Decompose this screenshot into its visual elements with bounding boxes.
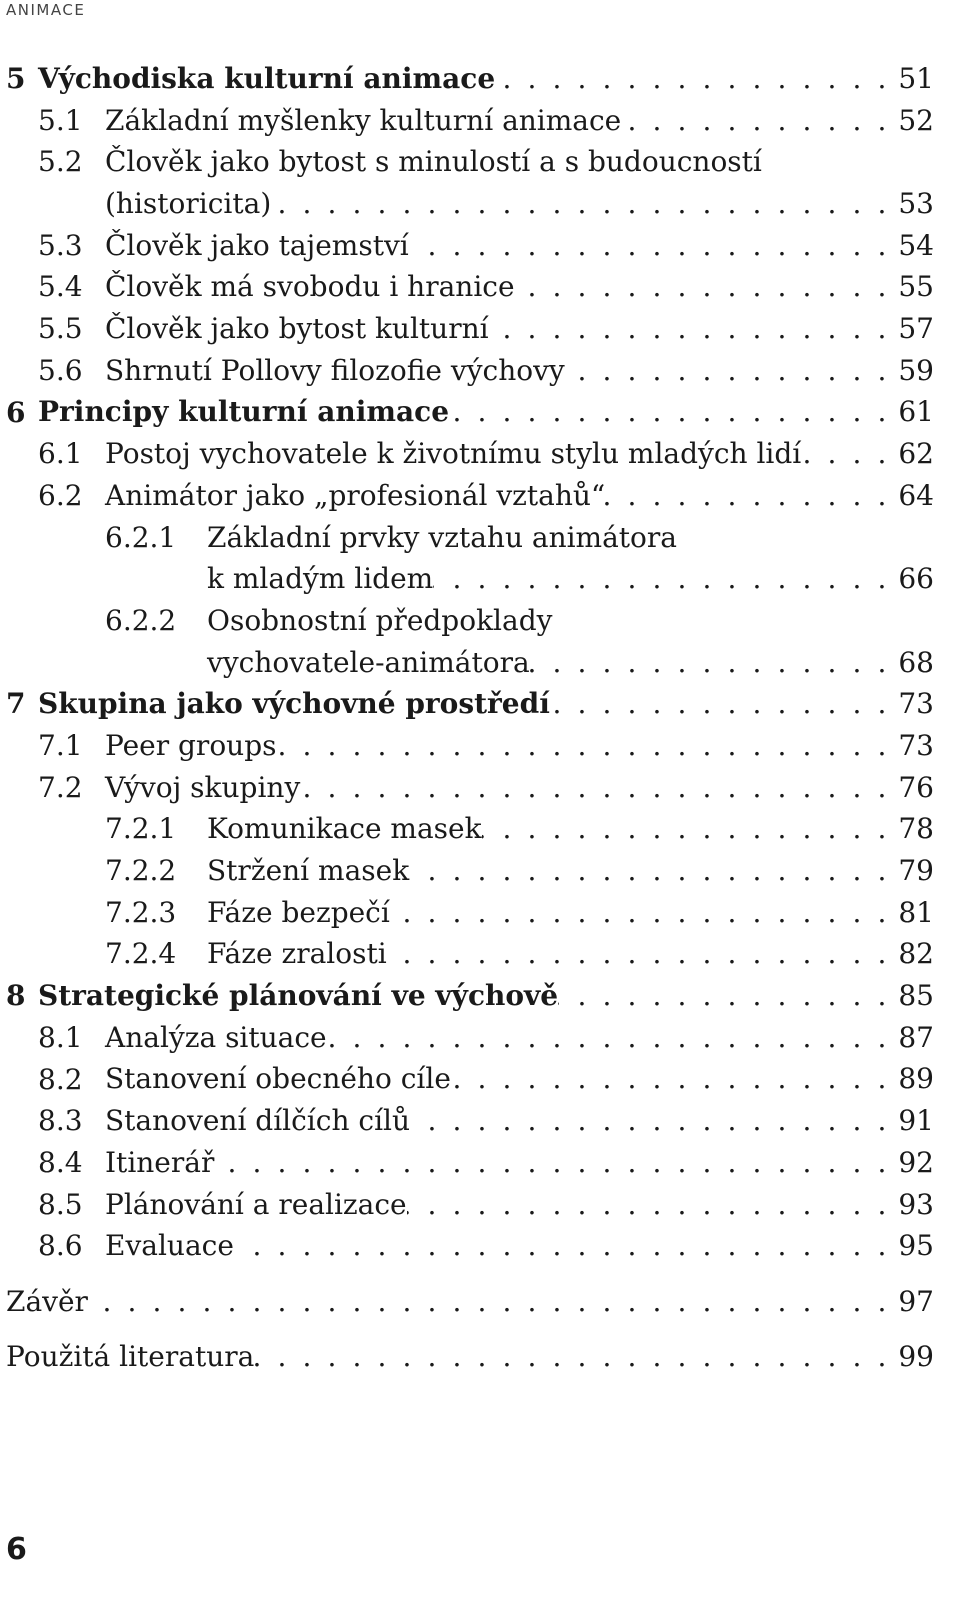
dot-leader [530,642,896,684]
toc-entry [0,1336,934,1378]
dot-leader [515,266,896,308]
toc-entry-page: 92 [898,1145,934,1179]
toc-entry [0,1100,934,1142]
toc-entry-number: 6.2.2 [105,603,177,637]
toc-entry-page: 76 [898,770,934,804]
toc-entry-number: 7.2.3 [105,895,177,929]
toc-entry [0,392,934,434]
toc-entry [0,1184,934,1226]
toc-entry-page: 54 [898,228,934,262]
toc-entry [0,433,934,475]
toc-entry-title: Peer groups [105,728,277,762]
toc-entry [0,100,934,142]
toc-entry-page: 82 [898,937,934,971]
toc-entry-title: Člověk jako bytost s minulostí a s budoucností [105,145,762,179]
toc-entry-title: Animátor jako „profesionál vztahů“ [105,478,606,512]
dot-leader [451,1058,896,1100]
dot-leader [565,350,896,392]
dot-leader [271,183,896,225]
toc-entry-title: Člověk jako tajemství [105,228,409,262]
dot-leader [605,475,896,517]
toc-entry-title: Základní prvky vztahu animátora [207,520,677,554]
toc-entry [0,308,934,350]
toc-entry [0,266,934,308]
toc-entry [0,558,934,600]
dot-leader [410,1100,896,1142]
toc-entry-page: 89 [898,1062,934,1096]
dot-leader [489,308,896,350]
toc-entry-title: Principy kulturní animace [38,395,450,429]
toc-entry-number: 5.5 [38,312,83,346]
toc-entry-title: Itinerář [105,1145,215,1179]
toc-entry-number: 8.4 [38,1145,83,1179]
toc-entry-title: Člověk má svobodu i hranice [105,270,515,304]
dot-leader [409,850,896,892]
toc-entry-number: 7.2.4 [105,937,177,971]
toc-entry-page: 53 [898,187,934,221]
toc-entry-page: 52 [898,103,934,137]
toc-entry-title: k mladým lidem [207,562,434,596]
toc-entry-number: 5 [6,62,26,95]
toc-entry-page: 66 [898,562,934,596]
toc-entry [0,183,934,225]
dot-leader [433,558,896,600]
toc-entry-number: 6.1 [38,437,83,471]
toc-entry-page: 51 [898,61,934,95]
toc-entry-number: 8.1 [38,1020,83,1054]
toc-entry-title: Evaluace [105,1229,234,1263]
toc-entry-title: Shrnutí Pollovy filozofie výchovy [105,353,565,387]
toc-entry-title: Závěr [6,1284,88,1318]
toc-entry [0,600,934,642]
toc-entry [0,767,934,809]
toc-entry [0,1142,934,1184]
toc-entry-page: 85 [898,979,934,1013]
toc-entry-page: 73 [898,728,934,762]
toc-entry [0,58,934,100]
toc-entry [0,1017,934,1059]
toc-entry-number: 5.4 [38,270,83,304]
toc-entry-page: 64 [898,478,934,512]
dot-leader [558,975,896,1017]
toc-entry-number: 6.2 [38,478,83,512]
toc-entry [0,933,934,975]
dot-leader [407,1184,896,1226]
toc-entry [0,683,934,725]
toc-entry-page: 95 [898,1229,934,1263]
dot-leader [409,225,896,267]
dot-leader [495,58,896,100]
dot-leader [277,725,897,767]
toc-entry [0,350,934,392]
toc-entry [0,475,934,517]
toc-entry-number: 8.5 [38,1187,83,1221]
dot-leader [254,1336,896,1378]
toc-entry-page: 93 [898,1187,934,1221]
dot-leader [214,1142,896,1184]
toc-entry-number: 5.1 [38,103,83,137]
toc-entry [0,725,934,767]
toc-entry-page: 68 [898,645,934,679]
dot-leader [387,933,896,975]
toc-entry-number: 7.2.1 [105,812,177,846]
toc-entry [0,1059,934,1101]
toc-entry-title: Plánování a realizace [105,1187,407,1221]
toc-entry-title: Člověk jako bytost kulturní [105,312,489,346]
dot-leader [390,892,896,934]
dot-leader [327,1017,896,1059]
toc-entry-title: Použitá literatura [6,1340,255,1374]
dot-leader [621,100,896,142]
page-number: 6 [6,1532,27,1567]
toc-entry-title: Komunikace masek [207,812,482,846]
toc-entry-page: 97 [898,1284,934,1318]
toc-entry-number: 8.2 [38,1062,83,1096]
toc-entry [0,141,934,183]
dot-leader [550,683,896,725]
toc-entry-page: 73 [898,687,934,721]
toc-entry-title: Stržení masek [207,854,410,888]
dot-leader [234,1225,896,1267]
toc-entry-page: 61 [898,395,934,429]
toc-entry-number: 7.1 [38,729,83,762]
toc-entry-page: 81 [898,895,934,929]
toc-entry-page: 99 [898,1340,934,1374]
toc-entry-number: 6.2.1 [105,520,177,554]
toc-entry-title: Fáze zralosti [207,937,387,971]
toc-entry [0,1281,934,1323]
toc-entry-title: Analýza situace [105,1020,327,1054]
toc-entry-page: 79 [898,854,934,888]
dot-leader [482,808,896,850]
toc-entry-title: Vývoj skupiny [105,770,301,804]
toc-entry [0,517,934,559]
toc-entry-page: 62 [898,437,934,471]
toc-entry-title: Osobnostní předpoklady [207,603,553,637]
table-of-contents [0,58,934,1378]
dot-leader [801,433,896,475]
toc-entry [0,225,934,267]
toc-entry-number: 5.2 [38,145,83,179]
toc-entry-page: 78 [898,812,934,846]
toc-entry [0,850,934,892]
toc-entry-title: vychovatele-animátora [207,645,530,679]
toc-entry-page: 59 [898,353,934,387]
toc-entry-number: 5.3 [38,228,83,262]
toc-entry-title: Skupina jako výchovné prostředí [38,687,550,721]
toc-entry-title: Postoj vychovatele k životnímu stylu mladých lidí [105,437,802,471]
toc-entry-title: Stanovení dílčích cílů [105,1104,411,1138]
toc-entry [0,808,934,850]
toc-entry-title: Strategické plánování ve výchově [38,979,559,1013]
toc-entry-title: Fáze bezpečí [207,895,390,929]
toc-entry [0,975,934,1017]
dot-leader [300,767,896,809]
toc-entry-title: Stanovení obecného cíle [105,1062,451,1096]
toc-entry-page: 87 [898,1020,934,1054]
running-header: ANIMACE [6,1,86,19]
toc-entry-number: 7 [6,687,26,721]
dot-leader [88,1281,896,1323]
toc-entry-title: Východiska kulturní animace [38,61,496,95]
toc-entry-number: 8.3 [38,1104,83,1138]
toc-entry [0,642,934,684]
toc-entry-page: 55 [898,270,934,304]
toc-entry-number: 5.6 [38,353,83,387]
toc-entry-title: Základní myšlenky kulturní animace [105,103,622,137]
dot-leader [449,391,896,433]
toc-entry [0,892,934,934]
toc-entry-number: 7.2 [38,770,83,804]
toc-entry-number: 7.2.2 [105,854,177,888]
toc-entry-number: 8.6 [38,1229,83,1263]
toc-entry-page: 57 [898,312,934,346]
toc-entry-number: 8 [6,979,26,1013]
toc-entry [0,1225,934,1267]
toc-entry-title: (historicita) [105,187,272,221]
toc-entry-number: 6 [6,395,26,429]
toc-entry-page: 91 [898,1104,934,1138]
